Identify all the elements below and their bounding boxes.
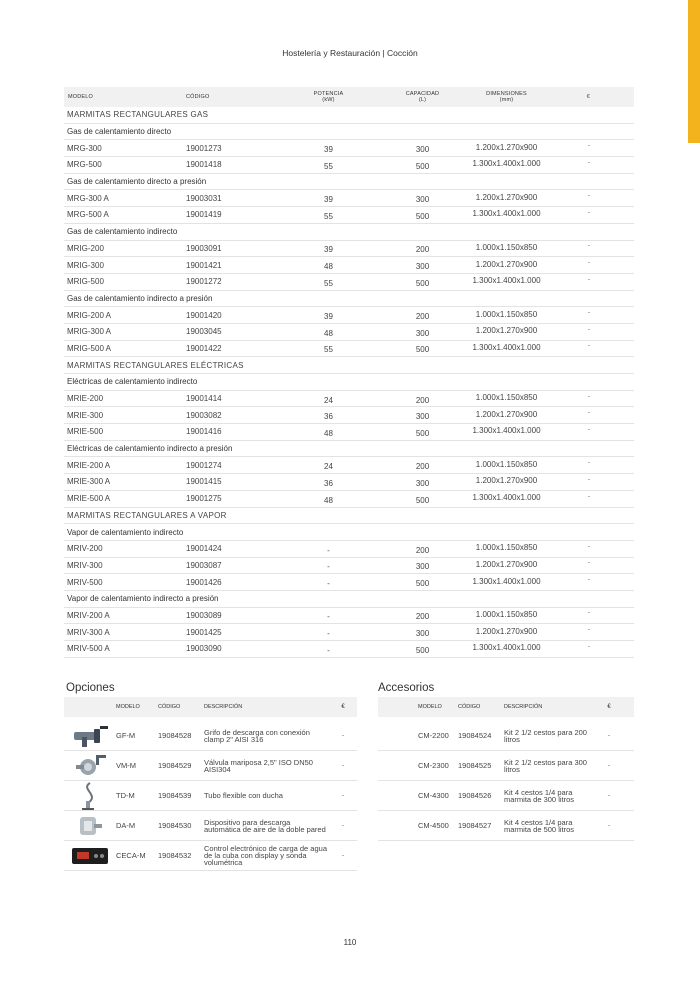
accessory-modelo: CM-4500: [418, 821, 449, 830]
cell-dimensiones: 1.300x1.400x1.000: [472, 276, 541, 286]
cell-potencia: 24: [324, 462, 333, 472]
cell-precio: -: [588, 209, 590, 216]
cell-modelo: MRIE-500 A: [67, 494, 111, 504]
cell-precio: -: [588, 610, 590, 617]
table-row: [64, 474, 634, 491]
cell-potencia: 39: [324, 145, 333, 155]
opc-col-precio: €: [341, 704, 345, 710]
cell-precio: -: [588, 193, 590, 200]
option-modelo: TD-M: [116, 791, 135, 800]
accessory-row: [378, 751, 634, 781]
acc-col-codigo: CÓDIGO: [458, 704, 481, 710]
cell-capacidad: 300: [415, 328, 430, 338]
cell-precio: -: [588, 560, 590, 567]
cell-codigo: 19001414: [186, 394, 222, 404]
cell-precio: -: [588, 393, 590, 400]
cell-codigo: 19001425: [186, 627, 222, 637]
col-modelo: MODELO: [68, 94, 94, 100]
cell-modelo: MRIE-300 A: [67, 477, 111, 487]
cell-precio: -: [588, 543, 590, 550]
accessory-descripcion: Kit 4 cestos 1/4 para marmita de 500 litros: [504, 817, 575, 834]
cell-dimensiones: 1.300x1.400x1.000: [472, 342, 541, 352]
option-precio: -: [342, 822, 344, 829]
accessory-modelo: CM-2200: [418, 731, 449, 740]
table-row: [64, 491, 634, 508]
col-capacidad: CAPACIDAD (L): [405, 91, 440, 103]
cell-capacidad: 500: [415, 428, 430, 438]
option-row: [64, 751, 357, 781]
shower-hose-icon: [64, 781, 116, 811]
group-title: Eléctricas de calentamiento indirecto: [64, 374, 634, 391]
cell-modelo: MRIV-200: [67, 544, 103, 554]
cell-codigo: 19001426: [186, 577, 222, 587]
option-modelo: DA-M: [116, 821, 136, 830]
opc-col-descripcion: DESCRIPCIÓN: [204, 703, 243, 710]
cell-dimensiones: 1.200x1.270x900: [475, 409, 538, 419]
table-row: [64, 157, 634, 174]
cell-potencia: 48: [324, 495, 333, 505]
cell-codigo: 19003091: [186, 243, 222, 253]
cell-modelo: MRIV-300: [67, 560, 103, 570]
cell-dimensiones: 1.300x1.400x1.000: [472, 209, 541, 219]
cell-potencia: -: [327, 562, 330, 572]
cell-dimensiones: 1.000x1.150x850: [475, 609, 538, 619]
cell-codigo: 19001418: [186, 160, 222, 170]
cell-codigo: 19001420: [186, 310, 222, 320]
col-potencia: POTENCIA (kW): [313, 91, 344, 103]
table-row: [64, 257, 634, 274]
cell-capacidad: 500: [415, 211, 430, 221]
cell-capacidad: 200: [415, 545, 430, 555]
cell-modelo: MRIG-300 A: [67, 327, 112, 337]
option-descripcion: Dispositivo para descarga automática de aire de la doble pared: [204, 817, 326, 834]
opciones-body: [64, 721, 357, 871]
table-row: [64, 558, 634, 575]
cell-potencia: 48: [324, 328, 333, 338]
cell-precio: -: [588, 627, 590, 634]
option-row: [64, 721, 357, 751]
cell-modelo: MRIG-200: [67, 243, 104, 253]
cell-dimensiones: 1.000x1.150x850: [475, 459, 538, 469]
cell-capacidad: 200: [415, 245, 430, 255]
cell-potencia: 48: [324, 428, 333, 438]
cell-dimensiones: 1.000x1.150x850: [475, 242, 538, 252]
cell-dimensiones: 1.200x1.270x900: [475, 626, 538, 636]
opciones-title: Opciones: [66, 682, 115, 694]
cell-capacidad: 200: [415, 462, 430, 472]
option-codigo: 19084529: [158, 761, 192, 770]
accessory-codigo: 19084524: [458, 731, 492, 740]
cell-modelo: MRIE-200 A: [67, 460, 111, 470]
cell-capacidad: 500: [415, 278, 430, 288]
accessory-precio: -: [608, 732, 610, 739]
cell-dimensiones: 1.300x1.400x1.000: [472, 426, 541, 436]
table-row: [64, 140, 634, 157]
cell-potencia: -: [327, 629, 330, 639]
cell-potencia: 36: [324, 478, 333, 488]
section-title: MARMITAS RECTANGULARES GAS: [64, 107, 634, 124]
cell-precio: -: [588, 643, 590, 650]
cell-potencia: 48: [324, 262, 333, 272]
group-title: Gas de calentamiento indirecto: [64, 224, 634, 241]
cell-modelo: MRIE-500: [67, 427, 104, 437]
accessory-precio: -: [608, 822, 610, 829]
cell-dimensiones: 1.200x1.270x900: [475, 259, 538, 269]
option-row: [64, 841, 357, 871]
section-title: MARMITAS RECTANGULARES ELÉCTRICAS: [64, 357, 634, 374]
accesorios-table: [378, 697, 634, 841]
cell-potencia: 55: [324, 211, 333, 221]
opc-col-codigo: CÓDIGO: [158, 704, 181, 710]
cell-potencia: 39: [324, 312, 333, 322]
option-precio: -: [342, 732, 344, 739]
option-codigo: 19084532: [158, 851, 192, 860]
acc-col-descripcion: DESCRIPCIÓN: [504, 703, 543, 710]
cell-precio: -: [588, 410, 590, 417]
cell-modelo: MRIG-300: [67, 260, 104, 270]
cell-precio: -: [588, 460, 590, 467]
accessory-descripcion: Kit 2 1/2 cestos para 300 litros: [504, 757, 587, 774]
option-codigo: 19084539: [158, 791, 192, 800]
cell-dimensiones: 1.000x1.150x850: [475, 543, 538, 553]
opciones-header: [64, 697, 357, 717]
cell-capacidad: 200: [415, 612, 430, 622]
cell-potencia: -: [327, 612, 330, 622]
cell-modelo: MRIG-200 A: [67, 310, 112, 320]
cell-capacidad: 500: [415, 345, 430, 355]
cell-precio: -: [588, 326, 590, 333]
cell-codigo: 19003087: [186, 560, 222, 570]
option-codigo: 19084530: [158, 821, 192, 830]
accessory-precio: -: [608, 762, 610, 769]
main-table-header: [64, 87, 634, 107]
table-row: [64, 207, 634, 224]
accessory-modelo: CM-4300: [418, 791, 449, 800]
cell-codigo: 19001421: [186, 260, 222, 270]
accesorios-title: Accesorios: [378, 682, 435, 694]
accessory-codigo: 19084526: [458, 791, 492, 800]
cell-modelo: MRG-500 A: [67, 210, 109, 220]
option-modelo: VM-M: [116, 761, 136, 770]
group-title: Vapor de calentamiento indirecto a presión: [64, 591, 634, 608]
cell-codigo: 19001273: [186, 143, 222, 153]
accessory-codigo: 19084525: [458, 761, 492, 770]
cell-precio: -: [588, 577, 590, 584]
option-descripcion: Control electrónico de carga de agua de la cuba con display y sonda volumétrica: [204, 844, 327, 867]
butterfly-valve-icon: [64, 751, 116, 781]
cell-potencia: 36: [324, 412, 333, 422]
table-row: [64, 424, 634, 441]
cell-codigo: 19003045: [186, 327, 222, 337]
cell-potencia: 39: [324, 195, 333, 205]
opc-col-modelo: MODELO: [116, 704, 140, 710]
cell-potencia: 55: [324, 278, 333, 288]
cell-dimensiones: 1.300x1.400x1.000: [472, 643, 541, 653]
group-title: Gas de calentamiento directo a presión: [64, 174, 634, 191]
accessory-descripcion: Kit 4 cestos 1/4 para marmita de 300 litros: [504, 787, 575, 804]
table-row: [64, 190, 634, 207]
col-dimensiones: DIMENSIONES (mm): [486, 91, 527, 103]
cell-precio: -: [588, 426, 590, 433]
page-number: 110: [343, 938, 357, 947]
cell-precio: -: [588, 260, 590, 267]
option-modelo: GF-M: [116, 731, 136, 740]
cell-dimensiones: 1.200x1.270x900: [475, 326, 538, 336]
col-precio: €: [586, 94, 590, 100]
table-row: [64, 391, 634, 408]
table-row: [64, 541, 634, 558]
cell-modelo: MRIE-200: [67, 394, 104, 404]
table-row: [64, 324, 634, 341]
cell-capacidad: 300: [415, 562, 430, 572]
cell-capacidad: 300: [415, 262, 430, 272]
table-row: [64, 641, 634, 658]
cell-codigo: 19001415: [186, 477, 222, 487]
group-title: Gas de calentamiento indirecto a presión: [64, 291, 634, 308]
cell-codigo: 19003090: [186, 644, 222, 654]
accessory-row: [378, 781, 634, 811]
control-display-icon: [64, 841, 116, 871]
cell-precio: -: [588, 276, 590, 283]
accesorios-body: [378, 721, 634, 841]
table-row: [64, 307, 634, 324]
cell-dimensiones: 1.300x1.400x1.000: [472, 493, 541, 503]
cell-modelo: MRIV-300 A: [67, 627, 110, 637]
air-valve-icon: [64, 811, 116, 841]
group-title: Gas de calentamiento directo: [64, 124, 634, 141]
group-title: Vapor de calentamiento indirecto: [64, 524, 634, 541]
table-row: [64, 574, 634, 591]
cell-capacidad: 200: [415, 312, 430, 322]
cell-codigo: 19003089: [186, 610, 222, 620]
cell-precio: -: [588, 343, 590, 350]
cell-precio: -: [588, 493, 590, 500]
cell-precio: -: [588, 476, 590, 483]
accessory-descripcion: Kit 2 1/2 cestos para 200 litros: [504, 727, 587, 744]
cell-precio: -: [588, 243, 590, 250]
cell-modelo: MRG-500: [67, 160, 102, 170]
cell-codigo: 19001419: [186, 210, 222, 220]
cell-modelo: MRIV-200 A: [67, 610, 110, 620]
cell-modelo: MRIV-500 A: [67, 644, 110, 654]
cell-precio: -: [588, 310, 590, 317]
cell-dimensiones: 1.000x1.150x850: [475, 393, 538, 403]
table-row: [64, 241, 634, 258]
main-table-body: [64, 107, 634, 658]
group-title: Eléctricas de calentamiento indirecto a presión: [64, 441, 634, 458]
cell-capacidad: 300: [415, 629, 430, 639]
option-descripcion: Tubo flexible con ducha: [204, 791, 283, 800]
cell-codigo: 19001416: [186, 427, 222, 437]
accessory-row: [378, 811, 634, 841]
cell-potencia: 55: [324, 161, 333, 171]
option-precio: -: [342, 852, 344, 859]
option-codigo: 19084528: [158, 731, 192, 740]
cell-codigo: 19001274: [186, 460, 222, 470]
cell-potencia: 39: [324, 245, 333, 255]
cell-codigo: 19001422: [186, 343, 222, 353]
cell-modelo: MRG-300 A: [67, 193, 109, 203]
acc-col-precio: €: [607, 704, 611, 710]
cell-dimensiones: 1.000x1.150x850: [475, 309, 538, 319]
accessory-precio: -: [608, 792, 610, 799]
opciones-table: [64, 697, 357, 871]
option-precio: -: [342, 762, 344, 769]
cell-dimensiones: 1.200x1.270x900: [475, 559, 538, 569]
cell-codigo: 19003082: [186, 410, 222, 420]
cell-codigo: 19001424: [186, 544, 222, 554]
accessory-modelo: CM-2300: [418, 761, 449, 770]
table-row: [64, 407, 634, 424]
option-precio: -: [342, 792, 344, 799]
acc-col-modelo: MODELO: [418, 704, 442, 710]
drain-valve-icon: [64, 721, 116, 751]
cell-codigo: 19001275: [186, 494, 222, 504]
cell-modelo: MRIG-500 A: [67, 343, 112, 353]
cell-capacidad: 200: [415, 395, 430, 405]
chapter-tab: [688, 0, 700, 143]
cell-dimensiones: 1.200x1.270x900: [475, 192, 538, 202]
col-codigo: CÓDIGO: [186, 94, 210, 100]
cell-potencia: -: [327, 645, 330, 655]
table-row: [64, 341, 634, 358]
option-descripcion: Grifo de descarga con conexión clamp 2" AISI 316: [204, 727, 310, 744]
cell-modelo: MRIV-500: [67, 577, 103, 587]
cell-codigo: 19001272: [186, 277, 222, 287]
page-header: Hostelería y Restauración | Cocción: [282, 48, 418, 58]
cell-capacidad: 500: [415, 579, 430, 589]
cell-precio: -: [588, 143, 590, 150]
cell-dimensiones: 1.300x1.400x1.000: [472, 159, 541, 169]
cell-capacidad: 300: [415, 412, 430, 422]
cell-codigo: 19003031: [186, 193, 222, 203]
option-row: [64, 811, 357, 841]
cell-potencia: 24: [324, 395, 333, 405]
table-row: [64, 624, 634, 641]
cell-potencia: 55: [324, 345, 333, 355]
main-table: [64, 87, 634, 658]
cell-capacidad: 300: [415, 145, 430, 155]
cell-capacidad: 500: [415, 161, 430, 171]
cell-capacidad: 500: [415, 495, 430, 505]
cell-modelo: MRG-300: [67, 143, 102, 153]
cell-dimensiones: 1.200x1.270x900: [475, 142, 538, 152]
option-row: [64, 781, 357, 811]
accessory-row: [378, 721, 634, 751]
cell-capacidad: 300: [415, 195, 430, 205]
option-modelo: CECA-M: [116, 851, 146, 860]
cell-modelo: MRIG-500: [67, 277, 104, 287]
cell-potencia: -: [327, 579, 330, 589]
table-row: [64, 457, 634, 474]
accessory-codigo: 19084527: [458, 821, 492, 830]
cell-capacidad: 300: [415, 478, 430, 488]
table-row: [64, 608, 634, 625]
table-row: [64, 274, 634, 291]
cell-capacidad: 500: [415, 645, 430, 655]
cell-dimensiones: 1.300x1.400x1.000: [472, 576, 541, 586]
section-title: MARMITAS RECTANGULARES A VAPOR: [64, 508, 634, 525]
accesorios-header: [378, 697, 634, 717]
cell-modelo: MRIE-300: [67, 410, 104, 420]
cell-precio: -: [588, 159, 590, 166]
option-descripcion: Válvula mariposa 2,5" ISO DN50 AISI304: [204, 757, 313, 774]
cell-potencia: -: [327, 545, 330, 555]
cell-dimensiones: 1.200x1.270x900: [475, 476, 538, 486]
